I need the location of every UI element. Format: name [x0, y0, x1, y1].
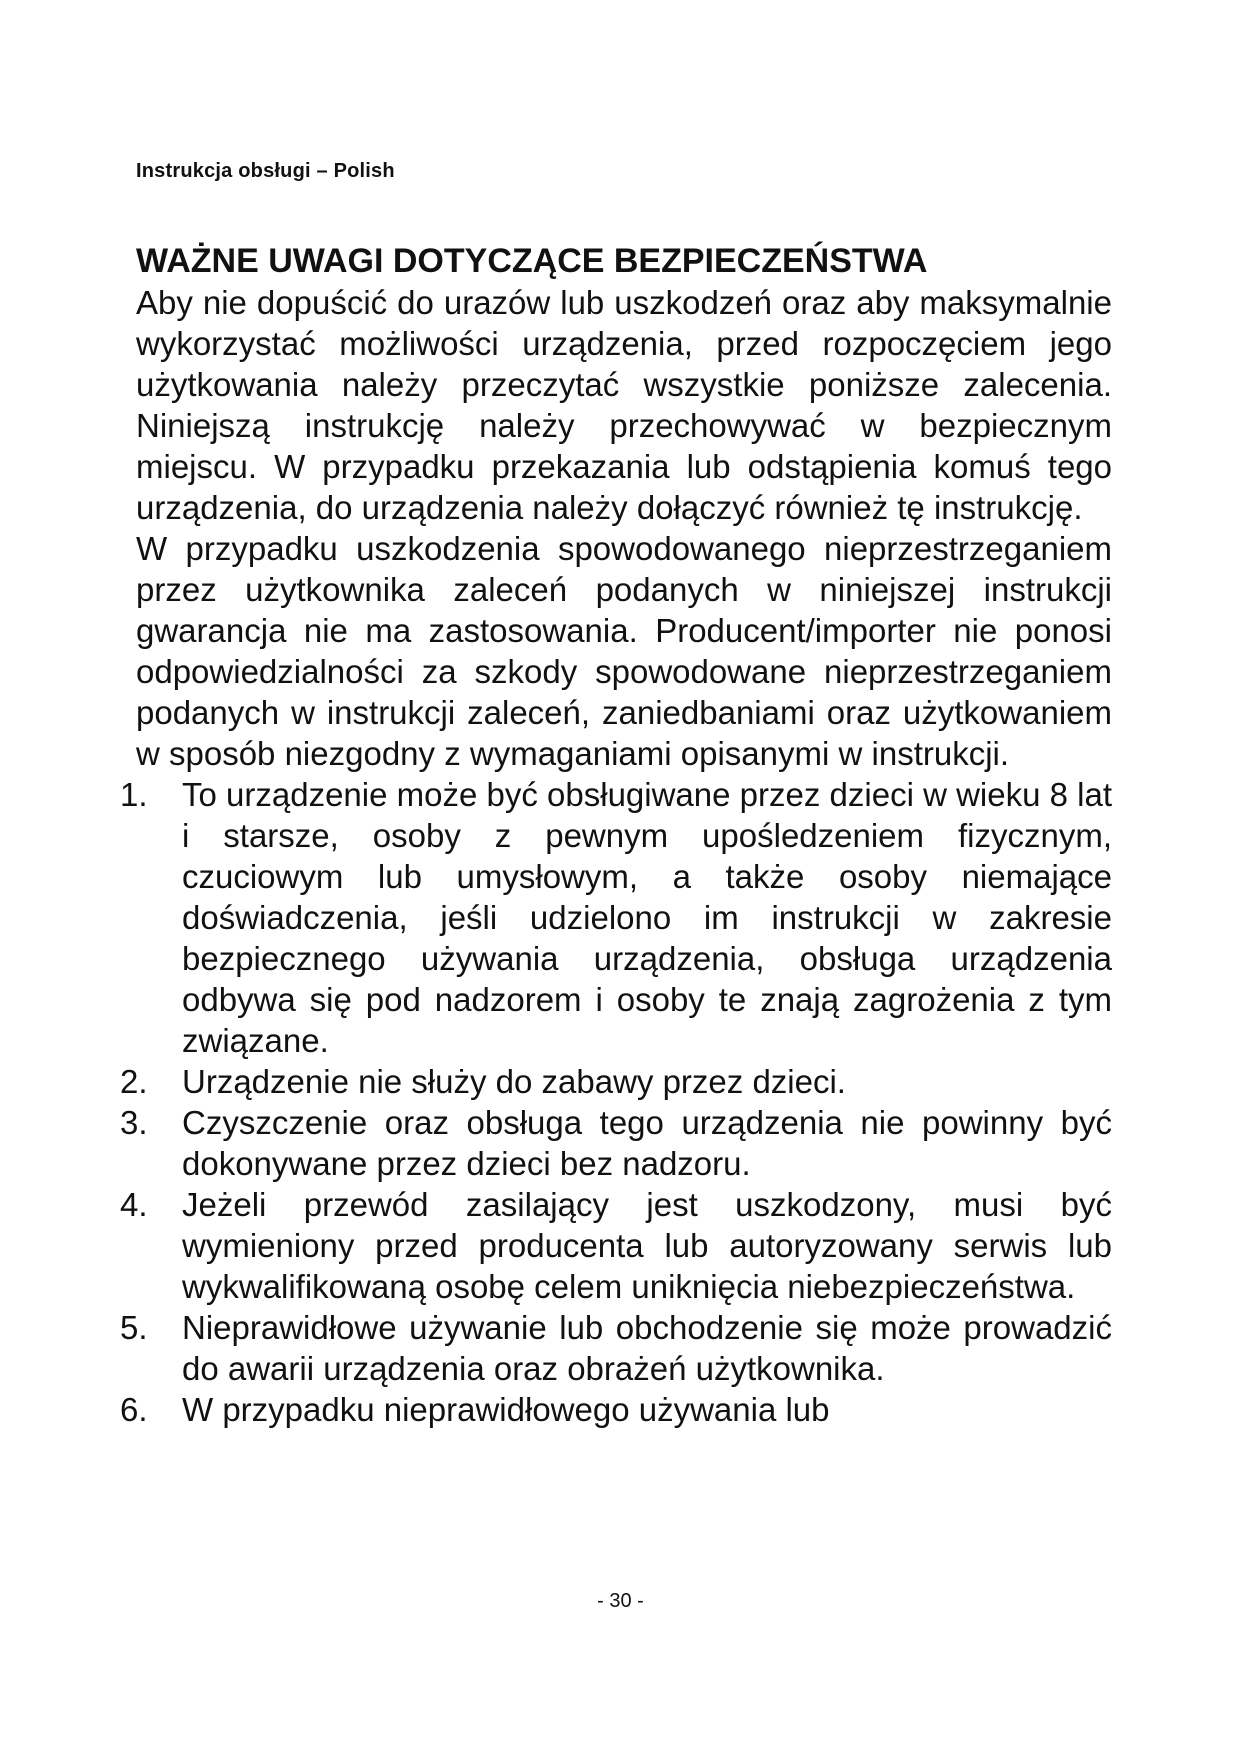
list-item-text: To urządzenie może być obsługiwane przez dzieci w wieku 8 lat i starsze, osoby z pewnym upośledzeniem fizycznym, czuciowym lub umysłowym, a także osoby niemające doświadczenia, jeśli udzielono im instrukcji w zakresie bezpiecznego używania urządzenia, obsługa urządzenia odbywa się pod nadzorem i osoby te znają zagrożenia z tym związane.: [182, 776, 1112, 1059]
list-item-number: 6.: [120, 1391, 148, 1428]
warranty-paragraph: W przypadku uszkodzenia spowodowanego nieprzestrzeganiem przez użytkownika zaleceń podanych w niniejszej instrukcji gwarancja nie ma zastosowania. Producent/importer nie ponosi odpowiedzialności za szkody spowodowane nieprzestrzeganiem podanych w instrukcji zaleceń, zaniedbaniami oraz użytkowaniem w sposób niezgodny z wymaganiami opisanymi w instrukcji.: [136, 530, 1112, 772]
page-number: - 30 -: [597, 1590, 644, 1612]
list-item-number: 1.: [120, 776, 148, 813]
list-item-number: 3.: [120, 1104, 148, 1141]
list-item: [120, 1102, 1112, 1184]
list-item: [120, 1307, 1112, 1389]
list-item: [120, 1061, 1112, 1102]
safety-section: [120, 240, 1112, 1430]
list-item-number: 4.: [120, 1186, 148, 1223]
list-item: [120, 1184, 1112, 1307]
list-item-text: W przypadku nieprawidłowego używania lub: [182, 1391, 830, 1428]
list-item-number: 5.: [120, 1309, 148, 1346]
list-item-text: Jeżeli przewód zasilający jest uszkodzony, musi być wymieniony przed producenta lub autoryzowany serwis lub wykwalifikowaną osobę celem uniknięcia niebezpieczeństwa.: [182, 1186, 1112, 1305]
list-item-text: Nieprawidłowe używanie lub obchodzenie się może prowadzić do awarii urządzenia oraz obrażeń użytkownika.: [182, 1309, 1112, 1387]
list-item: [120, 774, 1112, 1061]
page-header: Instrukcja obsługi – Polish: [136, 160, 395, 182]
list-item-number: 2.: [120, 1063, 148, 1100]
list-item: [120, 1389, 1112, 1430]
section-title: WAŻNE UWAGI DOTYCZĄCE BEZPIECZEŃSTWA: [136, 242, 928, 280]
safety-list: [120, 774, 1112, 1430]
list-item-text: Czyszczenie oraz obsługa tego urządzenia nie powinny być dokonywane przez dzieci bez nadzoru.: [182, 1104, 1112, 1182]
intro-paragraph: Aby nie dopuścić do urazów lub uszkodzeń oraz aby maksymalnie wykorzystać możliwości urządzenia, przed rozpoczęciem jego użytkowania należy przeczytać wszystkie poniższe zalecenia. Niniejszą instrukcję należy przechowywać w bezpiecznym miejscu. W przypadku przekazania lub odstąpienia komuś tego urządzenia, do urządzenia należy dołączyć również tę instrukcję.: [136, 284, 1112, 526]
list-item-text: Urządzenie nie służy do zabawy przez dzieci.: [182, 1063, 846, 1100]
